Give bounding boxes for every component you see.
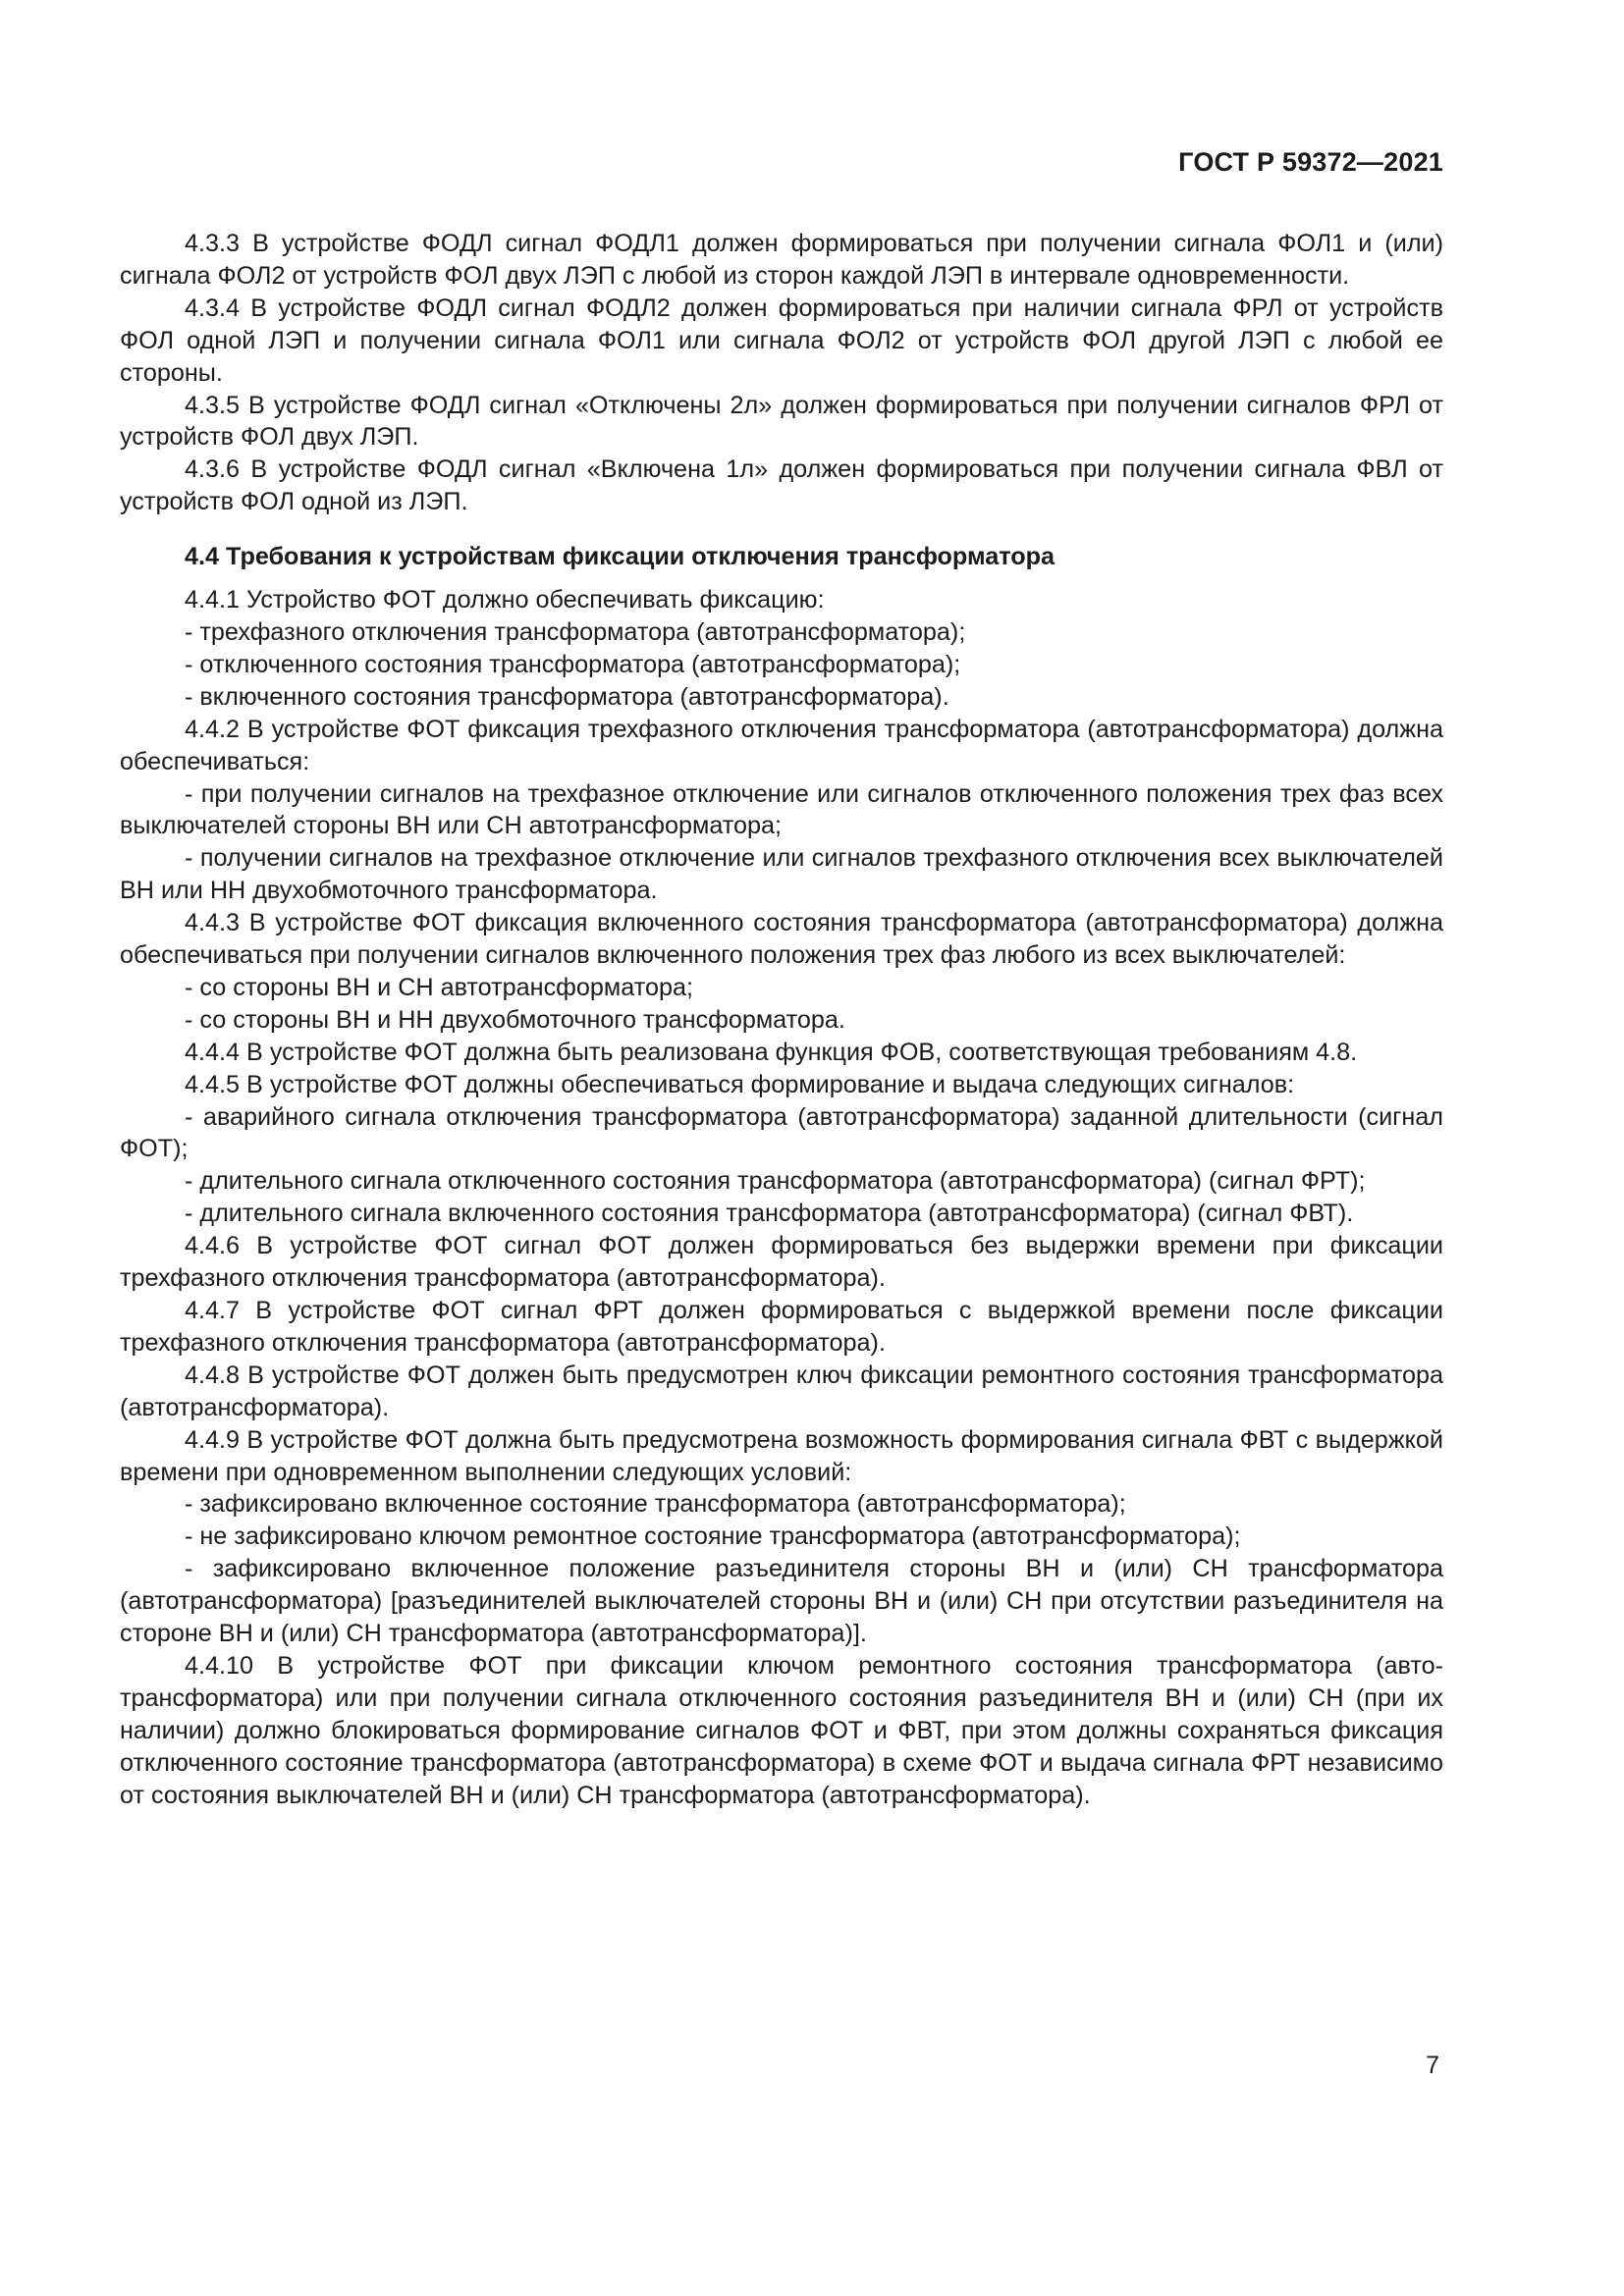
paragraph-4-4-6: 4.4.6 В устройстве ФОТ сигнал ФОТ должен формироваться без выдержки времени при фиксации трехфазного отключения трансформатора (автотрансформатора). [120,1232,1443,1293]
paragraph-4-4-4: 4.4.4 В устройстве ФОТ должна быть реализована функция ФОВ, соответствующая требованиям 4.8. [185,1038,1358,1066]
list-item: - зафиксировано включенное состояние трансформатора (автотрансформатора); [185,1490,1126,1519]
paragraph-4-4-8: 4.4.8 В устройстве ФОТ должен быть предусмотрен ключ фиксации ремонтного состояния трансформатора (автотрансформатора). [120,1361,1443,1421]
document-body [120,228,1443,1812]
list-item: - длительного сигнала включенного состояния трансформатора (автотрансформатора) (сигнал ФВТ). [185,1200,1354,1228]
list-item: - включенного состояния трансформатора (автотрансформатора). [185,682,949,711]
paragraph-4-4-5: 4.4.5 В устройстве ФОТ должны обеспечиваться формирование и выдача следующих сигналов: [185,1070,1295,1098]
paragraph-4-4-10: 4.4.10 В устройстве ФОТ при фиксации ключом ремонтного состояния трансформатора (автотрансформатора) или при получении сигнала отключенного состояния разъединителя ВН и (или) СН (при их наличии) должно блокироваться формирование сигналов ФОТ и ФВТ, при этом должны сохраняться фиксация отключенного состояние трансформатора (автотрансформатора) в схеме ФОТ и выдача сигнала ФРТ независимо от состояния выключателей ВН и (или) СН трансформатора (автотрансформатора). [120,1651,1443,1809]
paragraph-4-4-1: 4.4.1 Устройство ФОТ должно обеспечивать фиксацию: [185,586,825,614]
paragraph-4-3-4: 4.3.4 В устройстве ФОДЛ сигнал ФОДЛ2 должен формироваться при наличии сигнала ФРЛ от устройств ФОЛ одной ЛЭП и получении сигнала ФОЛ1 или сигнала ФОЛ2 от устройств ФОЛ другой ЛЭП с любой ее стороны. [120,294,1443,387]
list-item: - получении сигналов на трехфазное отключение или сигналов трехфазного отключения всех выключателей ВН или НН двухобмоточного трансформатора. [120,844,1443,905]
list-item: - длительного сигнала отключенного состояния трансформатора (автотрансформатора) (сигнал ФРТ); [185,1167,1366,1196]
list-item: - аварийного сигнала отключения трансформатора (автотрансформатора) заданной длительности (сигнал ФОТ); [120,1102,1443,1163]
paragraph-4-4-7: 4.4.7 В устройстве ФОТ сигнал ФРТ должен формироваться с выдержкой времени после фиксации трехфазного отключения трансформатора (автотрансформатора). [120,1297,1443,1357]
paragraph-4-3-3: 4.3.3 В устройстве ФОДЛ сигнал ФОДЛ1 должен формироваться при получении сигнала ФОЛ1 и (или) сигнала ФОЛ2 от устройств ФОЛ двух ЛЭП с любой из сторон каждой ЛЭП в интервале одновременности. [120,230,1443,290]
list-item: - зафиксировано включенное положение разъединителя стороны ВН и (или) СН трансформатора (автотрансформатора) [разъединителей выключателей стороны ВН и (или) СН при отсутствии разъединителя на стороне ВН и (или) СН трансформатора (автотрансформатора)]. [120,1555,1443,1648]
standard-designation: ГОСТ Р 59372—2021 [1178,147,1443,177]
list-item: - при получении сигналов на трехфазное отключение или сигналов отключенного положения трех фаз всех выключателей стороны ВН или СН автотрансформатора; [120,779,1443,840]
list-item: - со стороны ВН и НН двухобмоточного трансформатора. [185,1005,845,1034]
list-item: - трехфазного отключения трансформатора (автотрансформатора); [185,617,966,646]
paragraph-4-4-2: 4.4.2 В устройстве ФОТ фиксация трехфазного отключения трансформатора (автотрансформатора) должна обеспечиваться: [120,715,1443,775]
paragraph-4-3-6: 4.3.6 В устройстве ФОДЛ сигнал «Включена 1л» должен формироваться при получении сигнала ФВЛ от устройств ФОЛ одной из ЛЭП. [120,455,1443,516]
paragraph-4-4-3: 4.4.3 В устройстве ФОТ фиксация включенного состояния трансформатора (автотрансформатора) должна обеспечиваться при получении сигналов включенного положения трех фаз любого из всех выключателей: [120,909,1443,970]
list-item: - отключенного состояния трансформатора (автотрансформатора); [185,650,961,678]
section-heading-4-4: 4.4 Требования к устройствам фиксации отключения трансформатора [185,543,1056,571]
list-item: - не зафиксировано ключом ремонтное состояние трансформатора (автотрансформатора); [185,1522,1241,1551]
paragraph-4-4-9: 4.4.9 В устройстве ФОТ должна быть предусмотрена возможность формирования сигнала ФВТ с выдержкой времени при одновременном выполнении следующих условий: [120,1425,1443,1486]
list-item: - со стороны ВН и СН автотрансформатора; [185,973,693,1001]
paragraph-4-3-5: 4.3.5 В устройстве ФОДЛ сигнал «Отключены 2л» должен формироваться при получении сигналов ФРЛ от устройств ФОЛ двух ЛЭП. [120,391,1443,452]
page-number: 7 [1426,2052,1439,2079]
